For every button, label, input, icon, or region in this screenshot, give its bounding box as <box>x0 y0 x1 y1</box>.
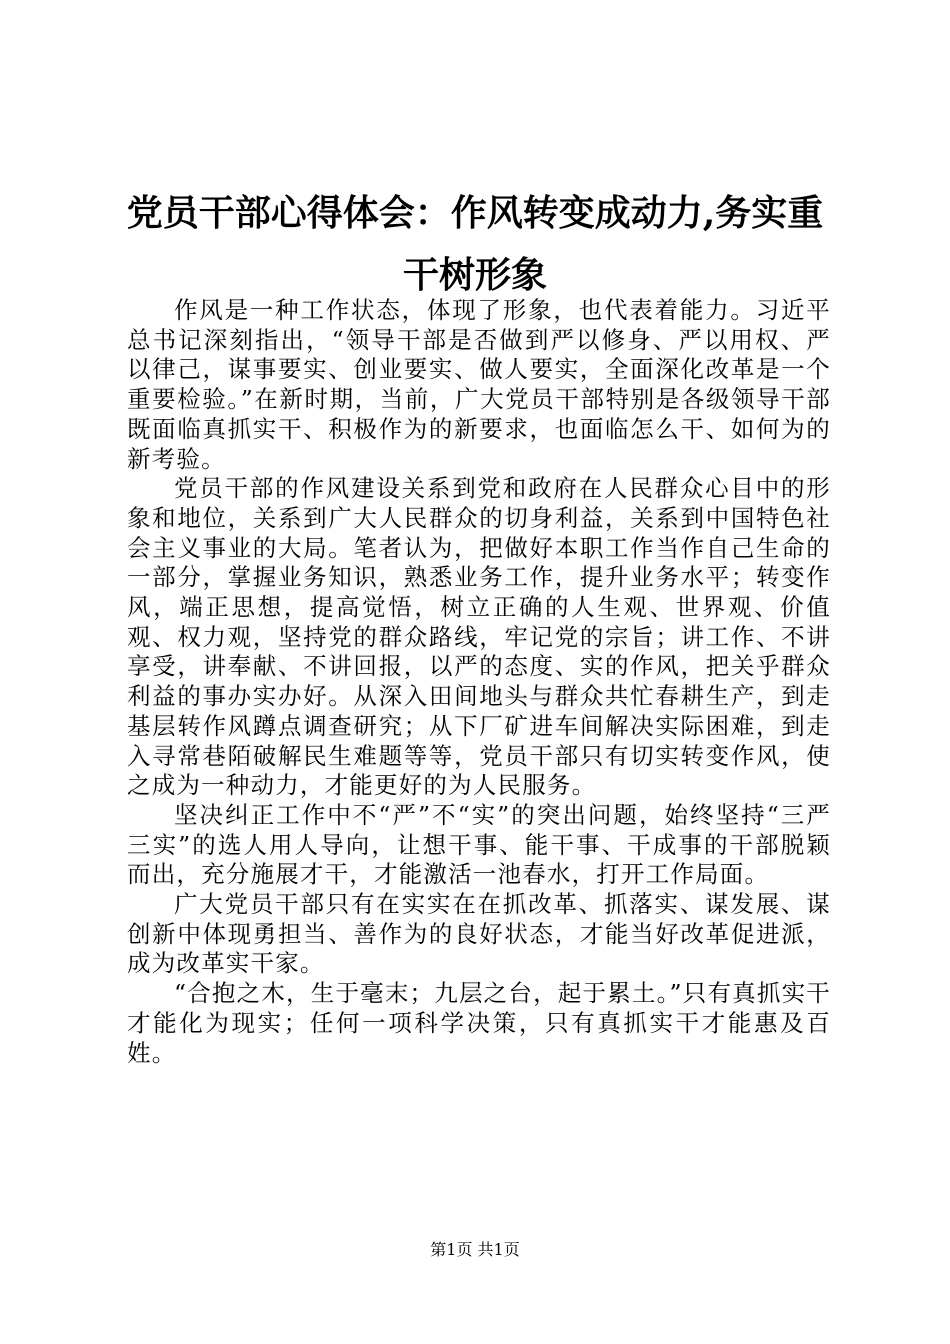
paragraph: 广大党员干部只有在实实在在抓改革、抓落实、谋发展、谋创新中体现勇担当、善作为的良好状态，才能当好改革促进派，成为改革实干家。 <box>127 890 831 978</box>
page-title: 党员干部心得体会：作风转变成动力,务实重干树形象 <box>126 192 824 296</box>
document-body <box>127 296 831 1068</box>
paragraph: 作风是一种工作状态，体现了形象，也代表着能力。习近平总书记深刻指出，“领导干部是否做到严以修身、严以用权、严以律己，谋事要实、创业要实、做人要实，全面深化改革是一个重要检验。”在新时期，当前，广大党员干部特别是各级领导干部既面临真抓实干、积极作为的新要求，也面临怎么干、如何为的新考验。 <box>127 296 831 473</box>
paragraph: 党员干部的作风建设关系到党和政府在人民群众心目中的形象和地位，关系到广大人民群众的切身利益，关系到中国特色社会主义事业的大局。笔者认为，把做好本职工作当作自己生命的一部分，掌握业务知识，熟悉业务工作，提升业务水平；转变作风，端正思想，提高觉悟，树立正确的人生观、世界观、价值观、权力观，坚持党的群众路线，牢记党的宗旨；讲工作、不讲享受，讲奉献、不讲回报，以严的态度、实的作风，把关乎群众利益的事办实办好。从深入田间地头与群众共忙春耕生产，到走基层转作风蹲点调查研究；从下厂矿进车间解决实际困难，到走入寻常巷陌破解民生难题等等，党员干部只有切实转变作风，使之成为一种动力，才能更好的为人民服务。 <box>127 474 831 800</box>
paragraph: 坚决纠正工作中不“严”不“实”的突出问题，始终坚持“三严三实”的选人用人导向，让想干事、能干事、干成事的干部脱颖而出，充分施展才干，才能激活一池春水，打开工作局面。 <box>127 800 831 889</box>
page-number: 第1页 共1页 <box>430 1240 520 1259</box>
paragraph: “合抱之木，生于毫末；九层之台，起于累土。”只有真抓实干才能化为现实；任何一项科学决策，只有真抓实干才能惠及百姓。 <box>127 979 831 1067</box>
